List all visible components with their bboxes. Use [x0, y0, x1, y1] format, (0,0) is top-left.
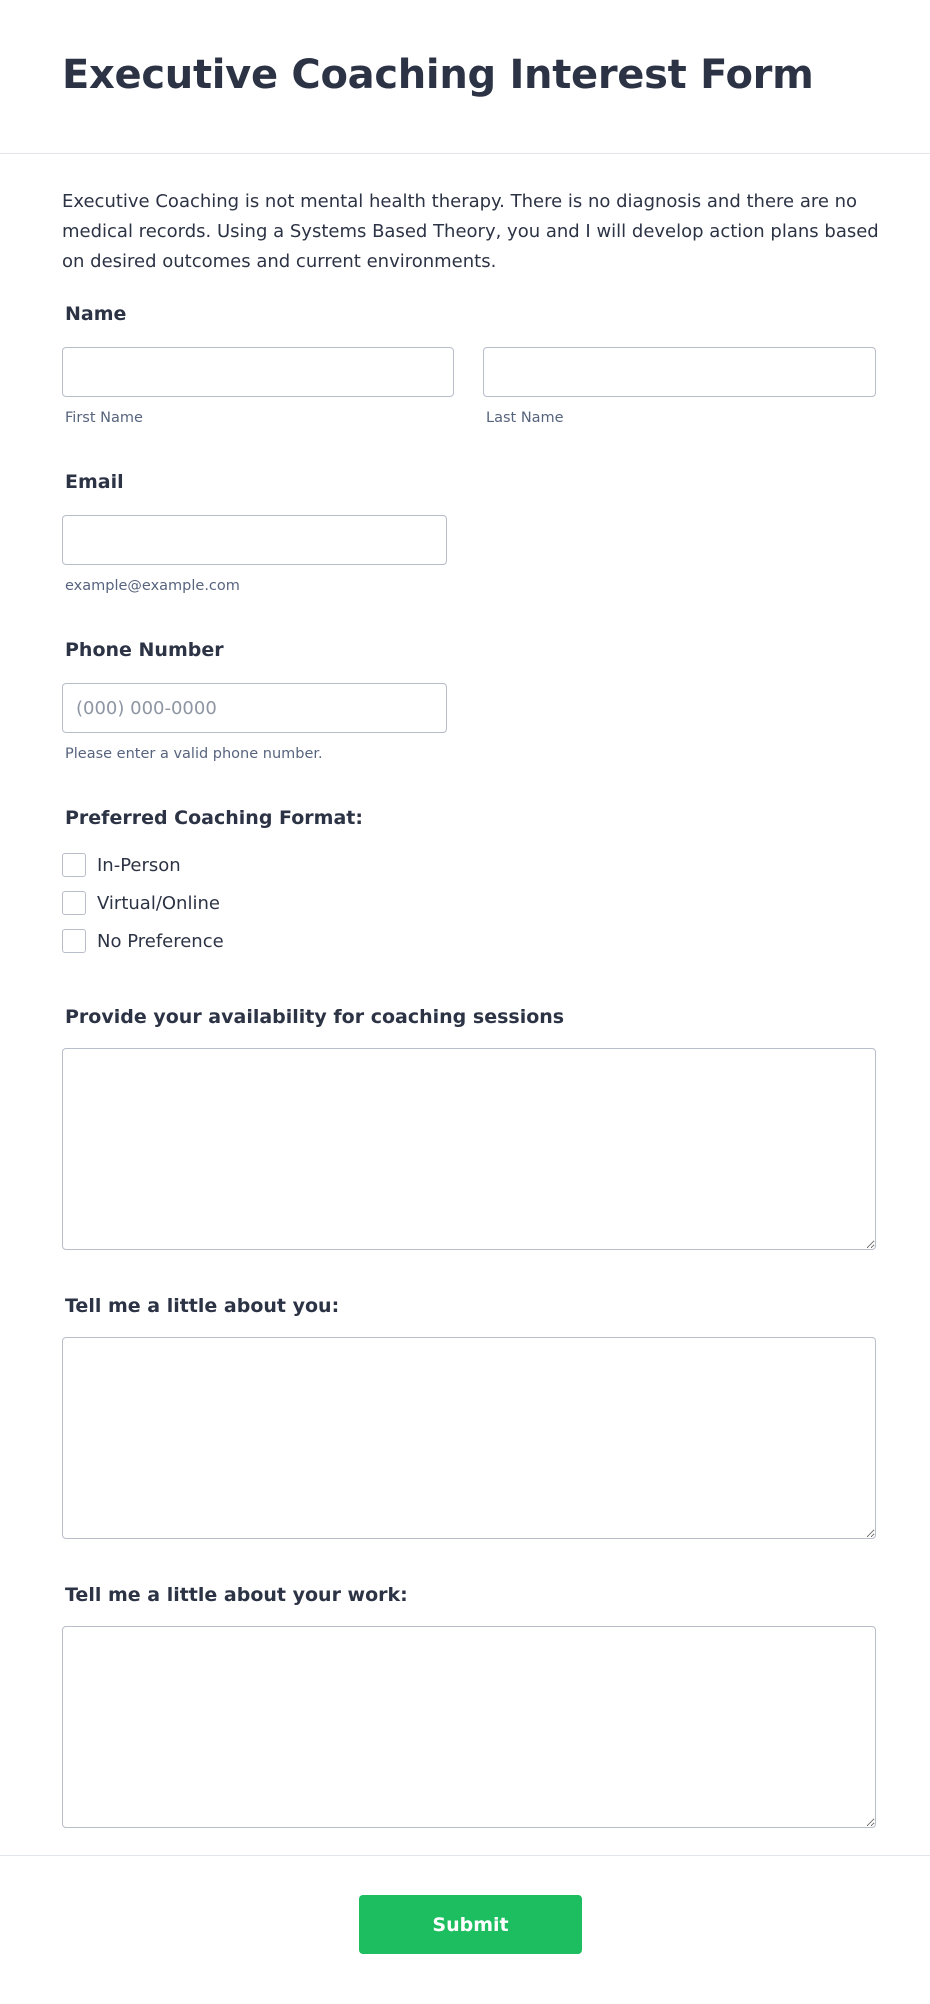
email-sublabel: example@example.com: [65, 578, 240, 594]
availability-label: Provide your availability for coaching sessions: [65, 1006, 565, 1028]
option-virtual-online[interactable]: [62, 890, 220, 916]
about-you-label: Tell me a little about you:: [65, 1295, 340, 1317]
virtual-online-checkbox[interactable]: [62, 891, 86, 915]
last-name-sublabel: Last Name: [486, 410, 564, 426]
about-work-label: Tell me a little about your work:: [65, 1584, 408, 1606]
in-person-checkbox[interactable]: [62, 853, 86, 877]
form-footer: [0, 1855, 930, 2004]
phone-label: Phone Number: [65, 639, 224, 661]
virtual-online-label[interactable]: Virtual/Online: [97, 892, 220, 914]
option-no-preference[interactable]: [62, 928, 224, 954]
about-work-textarea[interactable]: [62, 1626, 876, 1828]
option-in-person[interactable]: [62, 852, 181, 878]
first-name-input[interactable]: [62, 347, 454, 397]
submit-button[interactable]: Submit: [359, 1895, 582, 1954]
name-label: Name: [65, 303, 127, 325]
availability-textarea[interactable]: [62, 1048, 876, 1250]
intro-text: Executive Coaching is not mental health therapy. There is no diagnosis and there are no medical records. Using a Systems Based Theory, you and I will develop action plans based on desired outcomes and current environments.: [62, 191, 879, 272]
first-name-sublabel: First Name: [65, 410, 143, 426]
no-preference-label[interactable]: No Preference: [97, 930, 224, 952]
email-input[interactable]: [62, 515, 447, 565]
coaching-format-label: Preferred Coaching Format:: [65, 807, 363, 829]
last-name-input[interactable]: [483, 347, 876, 397]
about-you-textarea[interactable]: [62, 1337, 876, 1539]
phone-input[interactable]: [62, 683, 447, 733]
form-title: Executive Coaching Interest Form: [62, 52, 814, 98]
no-preference-checkbox[interactable]: [62, 929, 86, 953]
form-header: [0, 0, 930, 154]
email-label: Email: [65, 471, 124, 493]
in-person-label[interactable]: In-Person: [97, 854, 181, 876]
phone-sublabel: Please enter a valid phone number.: [65, 746, 323, 762]
